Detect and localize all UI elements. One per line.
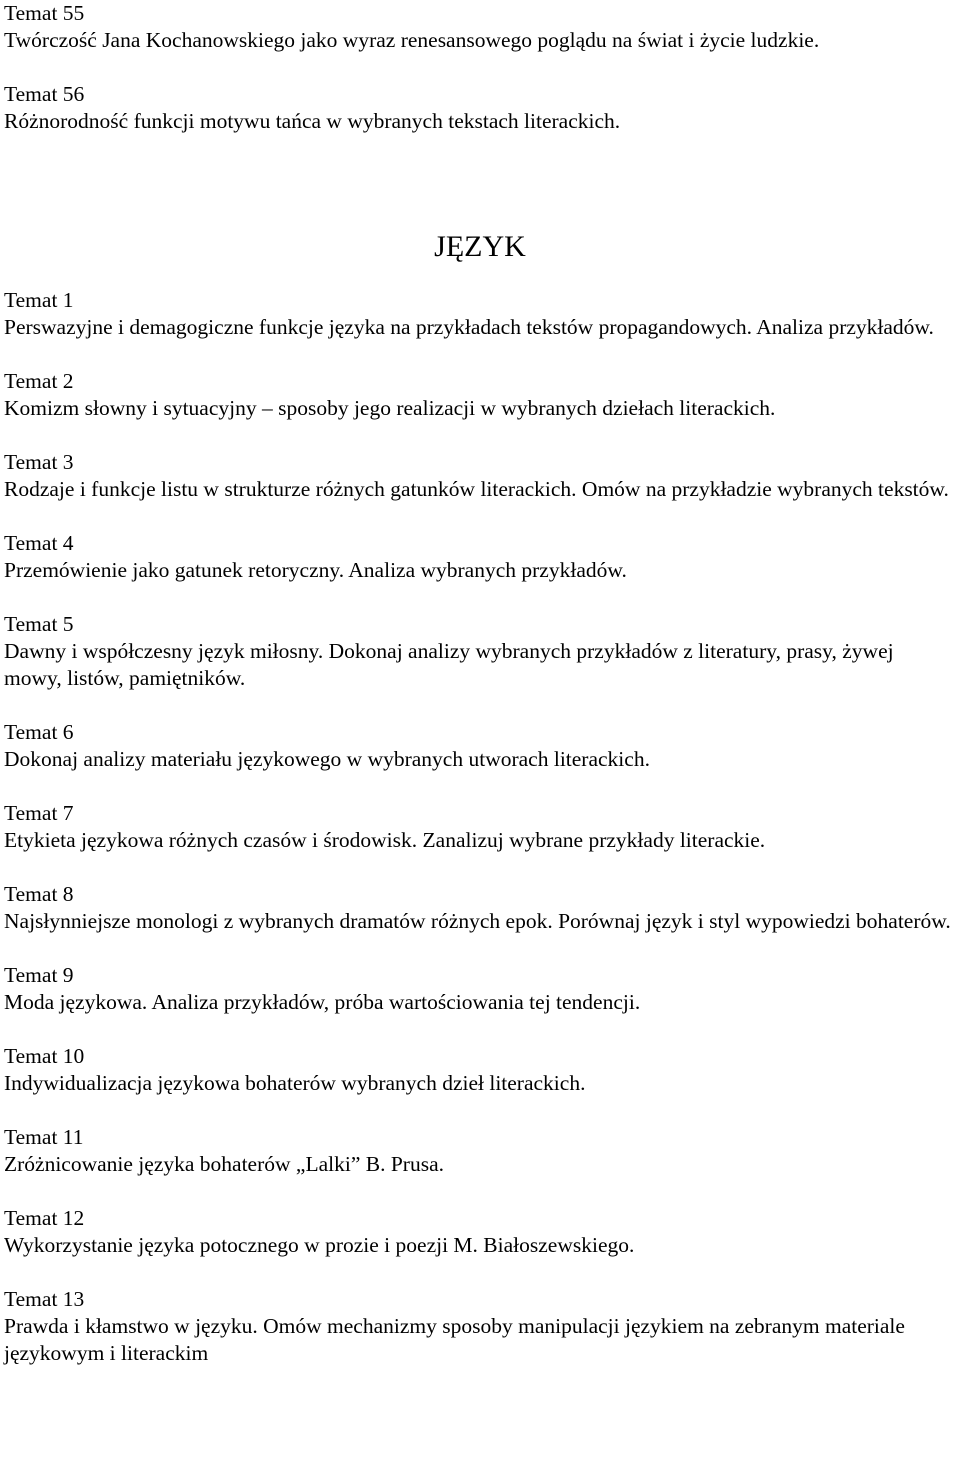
topic-number: Temat 11 [4,1125,84,1149]
topic-item [4,1205,956,1259]
topic-item [4,449,956,503]
topic-number: Temat 55 [4,1,85,25]
topic-text: Wykorzystanie języka potocznego w prozie i poezji M. Białoszewskiego. [4,1233,635,1257]
topic-item [4,800,956,854]
topic-number: Temat 10 [4,1044,85,1068]
topic-text: Etykieta językowa różnych czasów i środowisk. Zanalizuj wybrane przykłady literackie. [4,828,766,852]
topic-number: Temat 8 [4,882,74,906]
topic-item [4,719,956,773]
topic-text: Dawny i współczesny język miłosny. Dokonaj analizy wybranych przykładów z literatury, prasy, żywej mowy, listów, pamiętników. [4,639,894,690]
topic-text: Dokonaj analizy materiału językowego w wybranych utworach literackich. [4,747,650,771]
topic-item [4,881,956,935]
topic-text: Najsłynniejsze monologi z wybranych dramatów różnych epok. Porównaj język i styl wypowiedzi bohaterów. [4,909,951,933]
topic-number: Temat 6 [4,720,74,744]
topic-item [4,962,956,1016]
topic-text: Przemówienie jako gatunek retoryczny. Analiza wybranych przykładów. [4,558,627,582]
topic-item [4,81,956,135]
topic-text: Perswazyjne i demagogiczne funkcje języka na przykładach tekstów propagandowych. Analiza przykładów. [4,315,934,339]
topic-item [4,1286,956,1367]
topic-number: Temat 1 [4,288,74,312]
topic-item [4,1124,956,1178]
language-topics [4,287,956,1367]
topic-number: Temat 13 [4,1287,85,1311]
topic-number: Temat 3 [4,450,74,474]
topic-number: Temat 5 [4,612,74,636]
topic-item [4,368,956,422]
topic-text: Moda językowa. Analiza przykładów, próba wartościowania tej tendencji. [4,990,641,1014]
topic-text: Rodzaje i funkcje listu w strukturze różnych gatunków literackich. Omów na przykładzie wybranych tekstów. [4,477,949,501]
topic-number: Temat 2 [4,369,74,393]
topic-number: Temat 7 [4,801,74,825]
topic-text: Prawda i kłamstwo w języku. Omów mechanizmy sposoby manipulacji językiem na zebranym materiale językowym i literackim [4,1314,905,1365]
topic-item [4,0,956,54]
topic-text: Zróżnicowanie języka bohaterów „Lalki” B. Prusa. [4,1152,444,1176]
topic-item [4,611,956,692]
topic-item [4,287,956,341]
topic-number: Temat 4 [4,531,74,555]
topic-text: Różnorodność funkcji motywu tańca w wybranych tekstach literackich. [4,109,621,133]
previous-section-topics [4,0,956,135]
topic-text: Indywidualizacja językowa bohaterów wybranych dzieł literackich. [4,1071,586,1095]
section-heading: JĘZYK [434,230,526,263]
topic-number: Temat 56 [4,82,85,106]
topic-text: Twórczość Jana Kochanowskiego jako wyraz renesansowego poglądu na świat i życie ludzkie. [4,28,820,52]
topic-item [4,530,956,584]
topic-number: Temat 9 [4,963,74,987]
topic-item [4,1043,956,1097]
topic-number: Temat 12 [4,1206,85,1230]
topic-text: Komizm słowny i sytuacyjny – sposoby jego realizacji w wybranych dziełach literackich. [4,396,776,420]
